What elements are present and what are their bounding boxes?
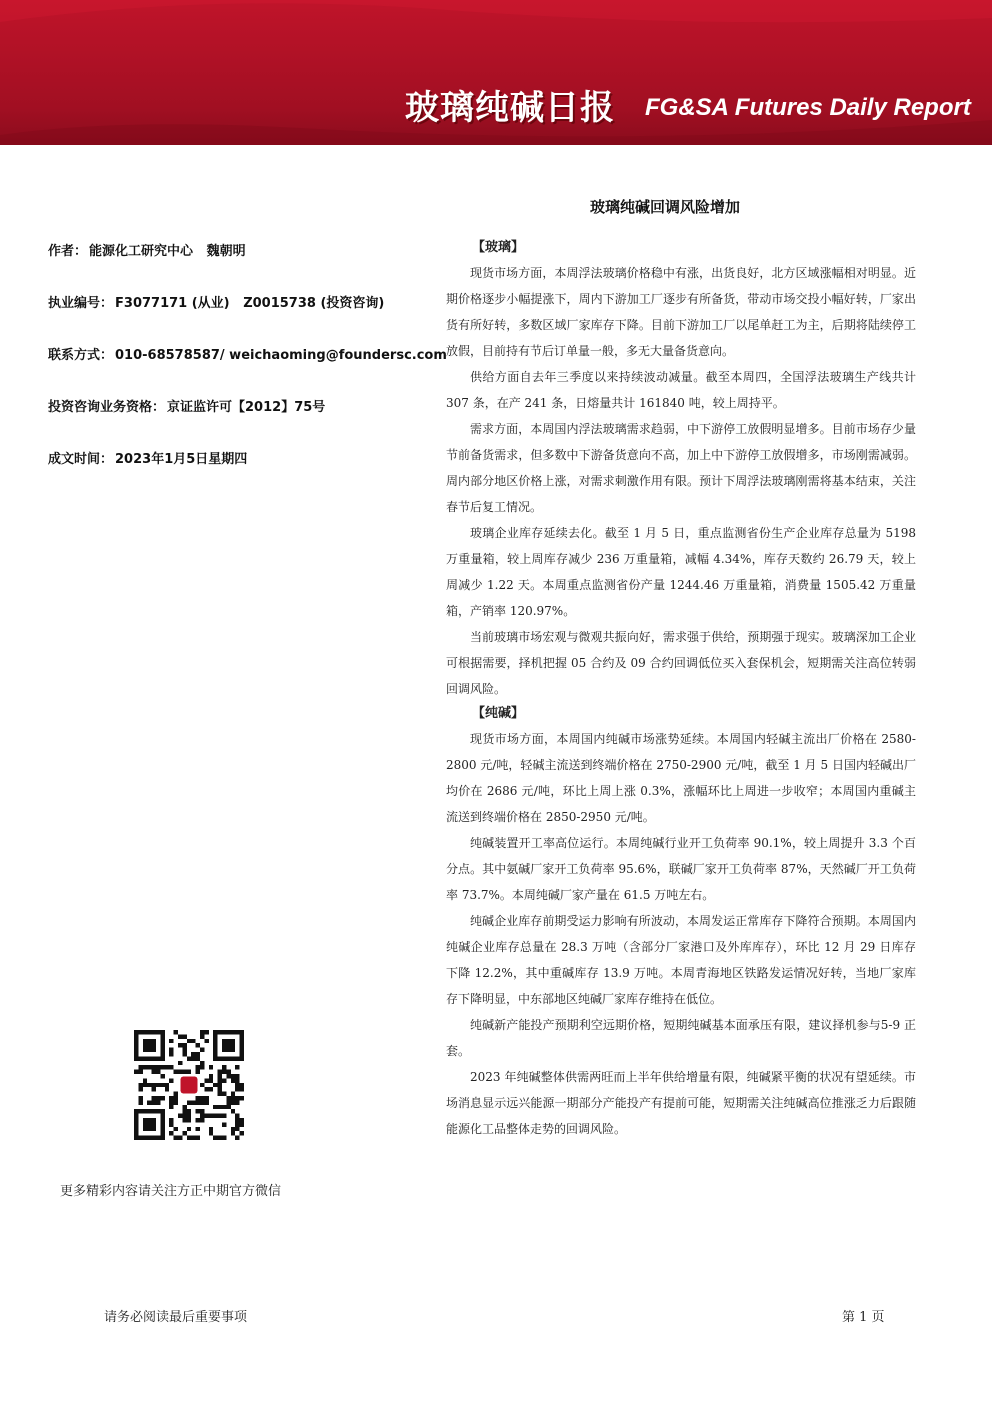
- meta-date: 成文时间： 2023年1月5日星期四: [48, 452, 248, 467]
- report-series-title-cn: 玻璃纯碱日报: [405, 88, 615, 128]
- qr-caption: 更多精彩内容请关注方正中期官方微信: [60, 1184, 282, 1199]
- paragraph: 当前玻璃市场宏观与微观共振向好，需求强于供给，预期强于现实。玻璃深加工企业可根据需要，择机把握 05 合约及 09 合约回调低位买入套保机会，短期需关注高位转弱回调风险。: [446, 630, 916, 696]
- paragraph: 需求方面，本周国内浮法玻璃需求趋弱，中下游停工放假明显增多。目前市场存少量节前备货需求，但多数中下游备货意向不高，加上中下游停工放假增多，市场刚需减弱。周内部分地区价格上涨，对需求刺激作用有限。预计下周浮法玻璃刚需将基本结束，关注春节后复工情况。: [446, 422, 916, 514]
- wechat-qr-code: [134, 1030, 244, 1140]
- paragraph: 玻璃企业库存延续去化。截至 1 月 5 日，重点监测省份生产企业库存总量为 5198 万重量箱，较上周库存减少 236 万重量箱，减幅 4.34%，库存天数约 26.79 天，较上周减少 1.22 天。本周重点监测省份产量 1244.46 万重量箱，消费量 1505.42 万重量箱，产销率 120.97%。: [446, 526, 916, 618]
- report-title: 玻璃纯碱回调风险增加: [590, 198, 741, 216]
- header-banner: [0, 0, 992, 145]
- paragraph: 现货市场方面，本周国内纯碱市场涨势延续。本周国内轻碱主流出厂价格在 2580-2800 元/吨，轻碱主流送到终端价格在 2750-2900 元/吨，截至 1 月 5 日国内轻碱出厂均价在 2686 元/吨，环比上周上涨 0.3%，涨幅环比上周进一步收窄；本周国内重碱主流送到终端价格在 2850-2950 元/吨。: [446, 732, 916, 824]
- paragraph: 2023 年纯碱整体供需两旺而上半年供给增量有限，纯碱紧平衡的状况有望延续。市场消息显示远兴能源一期部分产能投产有提前可能，短期需关注纯碱高位推涨乏力后跟随能源化工品整体走势的回调风险。: [446, 1070, 916, 1136]
- meta-license: 执业编号： F3077171 (从业) Z0015738 (投资咨询): [48, 296, 385, 311]
- paragraph: 纯碱新产能投产预期利空远期价格，短期纯碱基本面承压有限，建议择机参与5-9 正套。: [446, 1018, 916, 1058]
- section-heading-glass: 【玻璃】: [472, 240, 525, 255]
- qr-logo-icon: [181, 1077, 198, 1094]
- footer-notice: 请务必阅读最后重要事项: [104, 1310, 248, 1325]
- meta-author: 作者： 能源化工研究中心 魏朝明: [48, 244, 246, 259]
- report-body: [446, 236, 916, 1142]
- meta-contact: 联系方式： 010-68578587/ weichaoming@foundersc.com: [48, 348, 447, 363]
- paragraph: 纯碱企业库存前期受运力影响有所波动，本周发运正常库存下降符合预期。本周国内纯碱企业库存总量在 28.3 万吨（含部分厂家港口及外库库存），环比 12 月 29 日库存下降 12.2%，其中重碱库存 13.9 万吨。本周青海地区铁路发运情况好转，当地厂家库存下降明显，中东部地区纯碱厂家库存维持在低位。: [446, 914, 916, 1006]
- meta-qualification: 投资咨询业务资格： 京证监许可【2012】75号: [48, 400, 326, 415]
- author-info: [48, 240, 447, 500]
- paragraph: 现货市场方面，本周浮法玻璃价格稳中有涨，出货良好，北方区域涨幅相对明显。近期价格逐步小幅提涨下，周内下游加工厂逐步有所备货，带动市场交投小幅好转，厂家出货有所好转，多数区域厂家库存下降。目前下游加工厂以尾单赶工为主，后期将陆续停工放假，目前持有节后订单量一般，多无大量备货意向。: [446, 266, 916, 358]
- report-series-title-en: FG&SA Futures Daily Report: [645, 94, 971, 121]
- paragraph: 纯碱装置开工率高位运行。本周纯碱行业开工负荷率 90.1%，较上周提升 3.3 个百分点。其中氨碱厂家开工负荷率 95.6%，联碱厂家开工负荷率 87%，天然碱厂开工负荷率 73.7%。本周纯碱厂家产量在 61.5 万吨左右。: [446, 836, 916, 902]
- paragraph: 供给方面自去年三季度以来持续波动减量。截至本周四，全国浮法玻璃生产线共计 307 条，在产 241 条，日熔量共计 161840 吨，较上周持平。: [446, 370, 916, 410]
- section-heading-soda-ash: 【纯碱】: [472, 706, 525, 721]
- page-number: 第 1 页: [842, 1310, 885, 1325]
